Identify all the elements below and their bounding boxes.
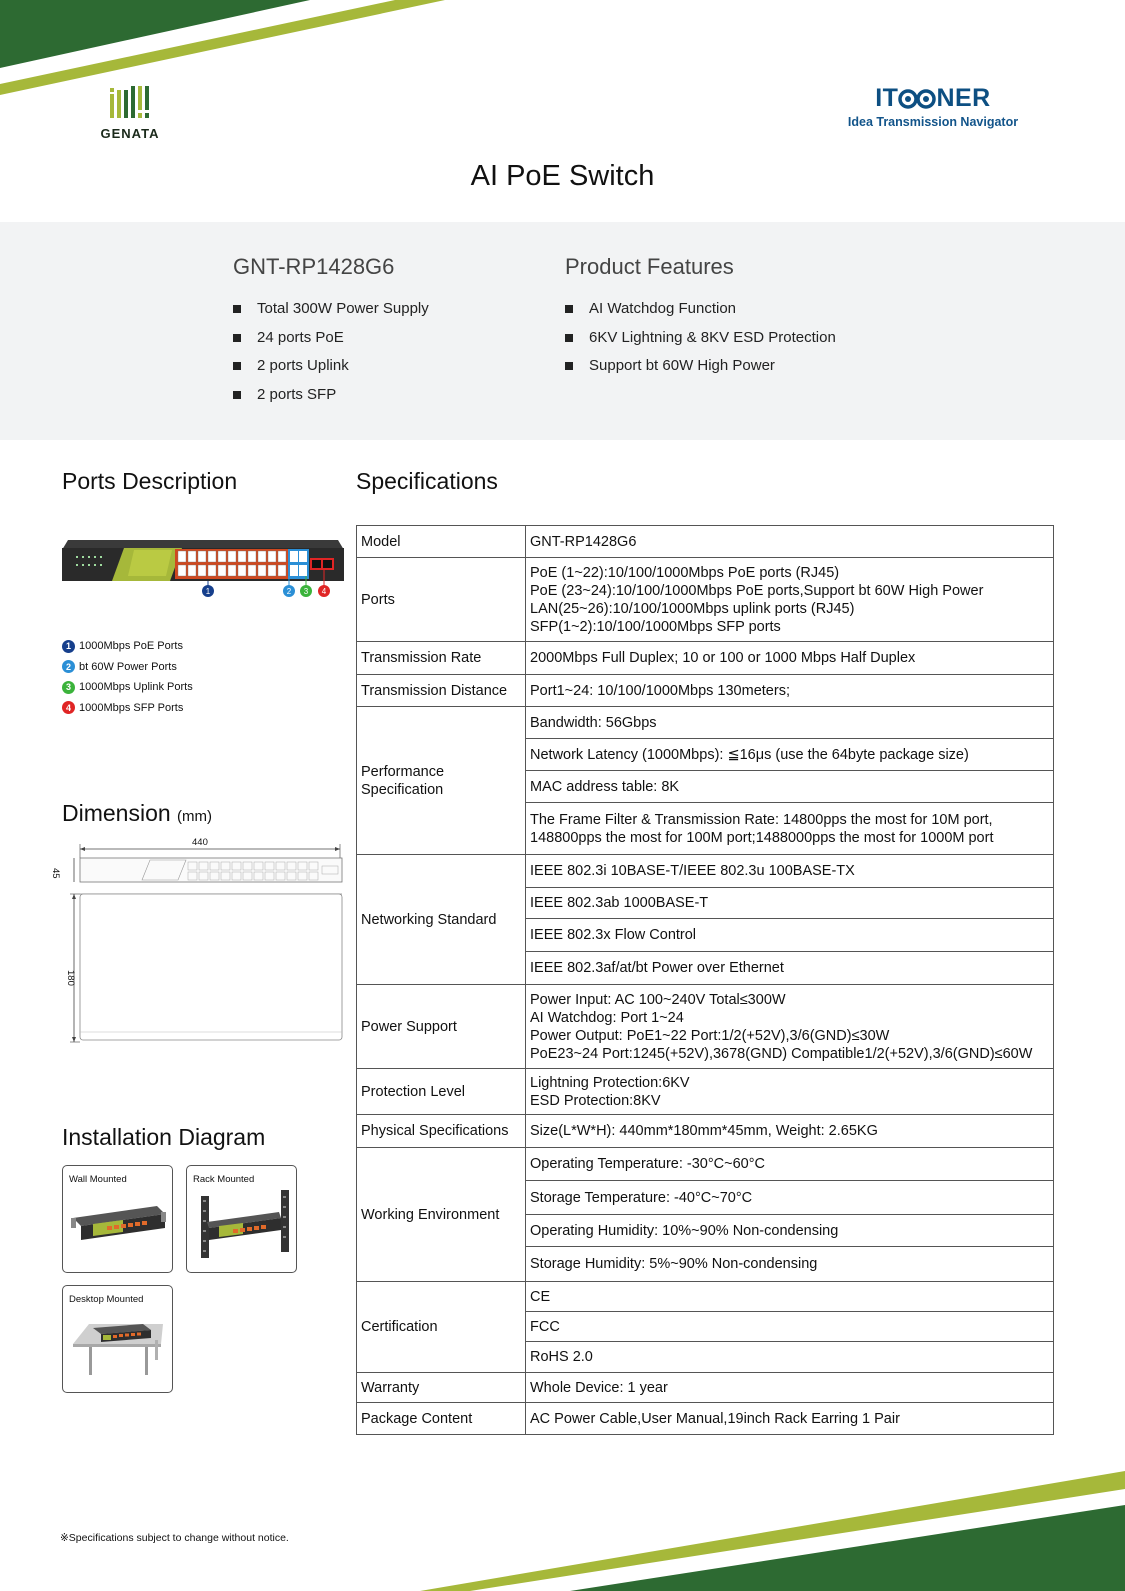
spec-key: Transmission Distance [357, 675, 526, 707]
spec-value: Network Latency (1000Mbps): ≦16μs (use the 64byte package size) [526, 739, 1054, 771]
spec-value: IEEE 802.3x Flow Control [526, 919, 1054, 952]
spec-value: IEEE 802.3ab 1000BASE-T [526, 888, 1054, 919]
svg-text:2: 2 [286, 587, 292, 596]
features-list [565, 299, 836, 385]
itooner-tagline: Idea Transmission Navigator [847, 115, 1019, 129]
spec-key: Networking Standard [357, 855, 526, 985]
table-row [357, 675, 1054, 707]
double-o-icon [898, 88, 936, 110]
dimension-heading: Dimension (mm) [62, 800, 213, 826]
spec-key: Package Content [357, 1403, 526, 1435]
genata-brand-text: GENATA [100, 126, 160, 141]
legend-item: 4 1000Mbps SFP Ports [62, 698, 193, 719]
svg-text:1: 1 [205, 587, 211, 596]
footnote: ※Specifications subject to change without notice. [60, 1532, 289, 1544]
spec-key: Ports [357, 558, 526, 642]
spec-value: RoHS 2.0 [526, 1342, 1054, 1373]
table-row [357, 526, 1054, 558]
table-row [357, 1403, 1054, 1435]
spec-value: The Frame Filter & Transmission Rate: 14800pps the most for 10M port, 148800pps the most for 100M port;1488000pps the most for 1000M port [526, 803, 1054, 855]
svg-text:4: 4 [321, 587, 327, 596]
spec-key: Transmission Rate [357, 642, 526, 675]
spec-value: Bandwidth: 56Gbps [526, 707, 1054, 739]
features-heading: Product Features [565, 254, 734, 279]
desktop-mounted-illustration-icon [63, 1286, 174, 1394]
spec-key: Performance Specification [357, 707, 526, 855]
spec-value: Port1~24: 10/100/1000Mbps 130meters; [526, 675, 1054, 707]
ports-legend [62, 636, 193, 718]
spec-value: MAC address table: 8K [526, 771, 1054, 803]
installation-heading: Installation Diagram [62, 1124, 266, 1150]
itooner-suffix: NER [936, 84, 991, 112]
table-row [357, 1282, 1054, 1312]
genata-logo [96, 84, 164, 141]
dimension-depth-label: 180 [65, 970, 76, 986]
spec-value: FCC [526, 1312, 1054, 1342]
spec-value: CE [526, 1282, 1054, 1312]
table-row [357, 985, 1054, 1069]
feature-item: 6KV Lightning & 8KV ESD Protection [565, 328, 836, 357]
model-list [233, 299, 429, 413]
desktop-mounted-panel [62, 1285, 173, 1393]
spec-value: AC Power Cable,User Manual,19inch Rack Earring 1 Pair [526, 1403, 1054, 1435]
legend-item: 1 1000Mbps PoE Ports [62, 636, 193, 657]
table-row [357, 855, 1054, 888]
model-item: Total 300W Power Supply [233, 299, 429, 328]
spec-value: Power Input: AC 100~240V Total≤300W AI Watchdog: Port 1~24 Power Output: PoE1~22 Port:1/2(+52V),3/6(GND)≤30W PoE23~24 Port:1245(+52V),3678(GND) Compatible1/2(+52V),3/6(GND)≤60W [526, 985, 1054, 1069]
wall-mounted-illustration-icon [63, 1166, 174, 1274]
itooner-logo [838, 84, 1028, 129]
feature-band [0, 222, 1125, 440]
table-row [357, 1115, 1054, 1148]
spec-key: Certification [357, 1282, 526, 1373]
model-heading: GNT-RP1428G6 [233, 254, 395, 279]
page-title: AI PoE Switch [470, 160, 655, 192]
wall-mounted-panel [62, 1165, 173, 1273]
table-row [357, 642, 1054, 675]
svg-text:3: 3 [303, 587, 309, 596]
spec-value: GNT-RP1428G6 [526, 526, 1054, 558]
ports-description-heading: Ports Description [62, 468, 238, 494]
spec-key: Power Support [357, 985, 526, 1069]
table-row [357, 558, 1054, 642]
dimension-width-label: 440 [192, 837, 208, 848]
spec-value: 2000Mbps Full Duplex; 10 or 100 or 1000 Mbps Half Duplex [526, 642, 1054, 675]
spec-value: Storage Temperature: -40°C~70°C [526, 1181, 1054, 1215]
spec-key: Physical Specifications [357, 1115, 526, 1148]
spec-value: Size(L*W*H): 440mm*180mm*45mm, Weight: 2.65KG [526, 1115, 1054, 1148]
spec-value: PoE (1~22):10/100/1000Mbps PoE ports (RJ45) PoE (23~24):10/100/1000Mbps PoE ports,Support bt 60W High Power LAN(25~26):10/100/1000Mbps uplink ports (RJ45) SFP(1~2):10/100/1000Mbps SFP ports [526, 558, 1054, 642]
rack-mounted-panel [186, 1165, 297, 1273]
spec-key: Protection Level [357, 1069, 526, 1115]
dimension-drawing [62, 836, 344, 1064]
rack-mounted-label: Rack Mounted [193, 1174, 255, 1185]
switch-front-panel-image [62, 536, 344, 606]
model-item: 24 ports PoE [233, 328, 429, 357]
dimension-height-label: 45 [50, 868, 61, 879]
spec-value: IEEE 802.3af/at/bt Power over Ethernet [526, 952, 1054, 985]
itooner-prefix: IT [875, 84, 899, 112]
legend-item: 3 1000Mbps Uplink Ports [62, 677, 193, 698]
dimension-unit: (mm) [177, 808, 213, 825]
spec-value: Lightning Protection:6KV ESD Protection:8KV [526, 1069, 1054, 1115]
legend-item: 2 bt 60W Power Ports [62, 657, 193, 678]
table-row [357, 1373, 1054, 1403]
desktop-mounted-label: Desktop Mounted [69, 1294, 144, 1305]
model-item: 2 ports SFP [233, 385, 429, 414]
spec-value: Operating Temperature: -30°C~60°C [526, 1148, 1054, 1181]
spec-key: Model [357, 526, 526, 558]
table-row [357, 1148, 1054, 1181]
spec-key: Warranty [357, 1373, 526, 1403]
wall-mounted-label: Wall Mounted [69, 1174, 127, 1185]
table-row [357, 707, 1054, 739]
itooner-brand-text [838, 84, 1028, 113]
spec-value: IEEE 802.3i 10BASE-T/IEEE 802.3u 100BASE-TX [526, 855, 1054, 888]
spec-value: Storage Humidity: 5%~90% Non-condensing [526, 1247, 1054, 1282]
feature-item: Support bt 60W High Power [565, 356, 836, 385]
spec-value: Whole Device: 1 year [526, 1373, 1054, 1403]
table-row [357, 1069, 1054, 1115]
model-item: 2 ports Uplink [233, 356, 429, 385]
specifications-heading: Specifications [356, 468, 498, 494]
rack-mounted-illustration-icon [187, 1166, 298, 1274]
spec-key: Working Environment [357, 1148, 526, 1282]
specifications-table [356, 525, 1054, 1435]
spec-value: Operating Humidity: 10%~90% Non-condensing [526, 1215, 1054, 1247]
genata-logo-mark-icon [96, 84, 164, 122]
feature-item: AI Watchdog Function [565, 299, 836, 328]
